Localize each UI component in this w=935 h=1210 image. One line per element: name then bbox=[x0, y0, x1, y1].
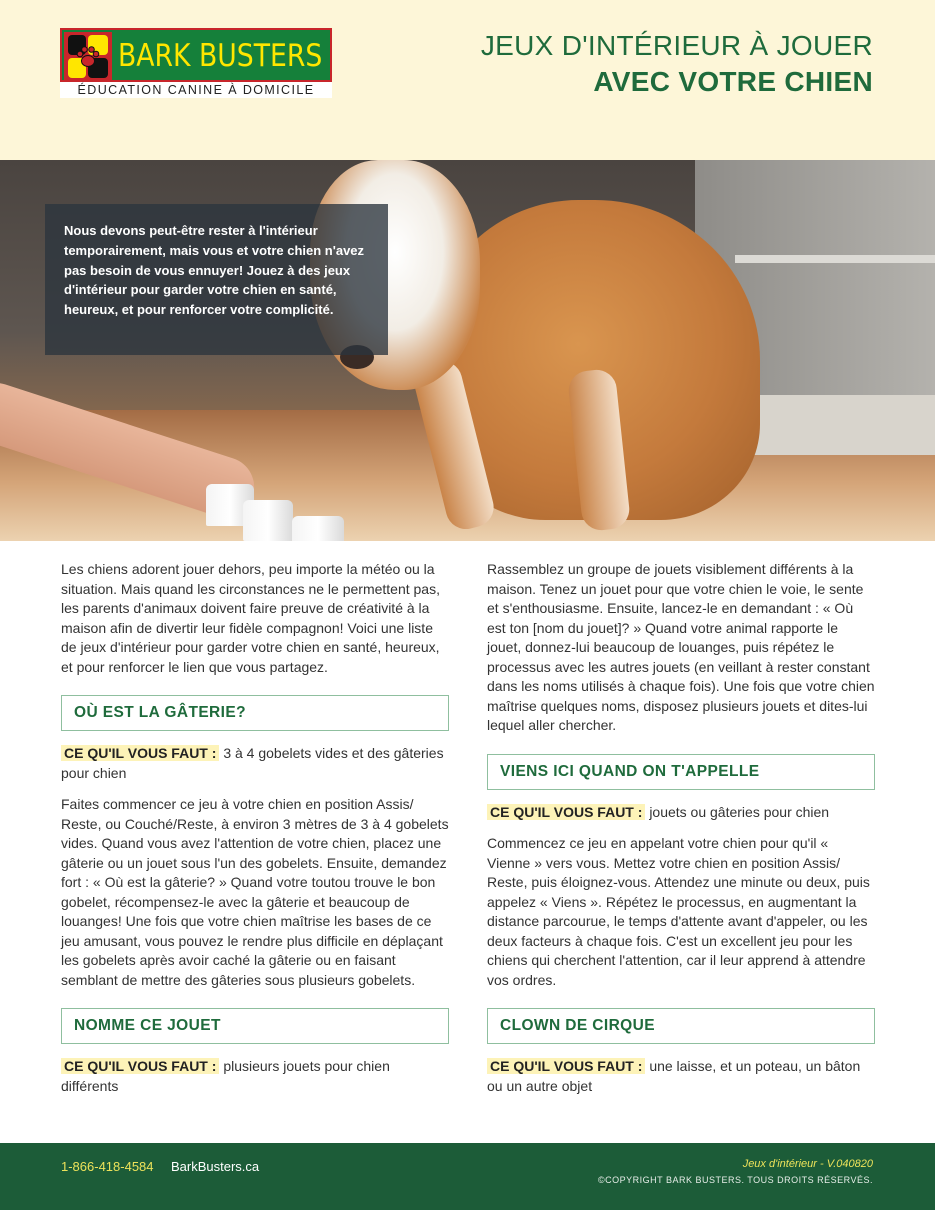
website-link[interactable]: BarkBusters.ca bbox=[171, 1159, 260, 1174]
hero-intro-text: Nous devons peut-être rester à l'intérieur temporairement, mais vous et votre chien n'avez pas besoin de vous ennuyer! Jouez à des jeux d'intérieur pour garder votre chien en santé, heureux, et pour renforcer votre complicité. bbox=[64, 223, 365, 318]
section-title-ou-est-la-gaterie: OÙ EST LA GÂTERIE? bbox=[61, 695, 449, 731]
section-body: Faites commencer ce jeu à votre chien en position Assis/ Reste, ou Couché/Reste, à environ 3 mètres de 3 à 4 gobelets vides. Quand vous avez l'attention de votre chien, placez une gâterie ou un jouet sous l'un des gobelets. Ensuite, demandez fort : « Où est la gâterie? » Quand votre toutou trouve le bon gobelet, récompensez-le avec la gâterie et beaucoup de louanges! Une fois que votre chien maîtrise les bases de ce jeu amusant, vous pouvez le rendre plus difficile en déplaçant les gobelets après avoir caché la gâterie ou en faisant semblant de mettre des gâteries sous plusieurs gobelets. bbox=[61, 796, 449, 988]
logo-tagline: ÉDUCATION CANINE À DOMICILE bbox=[60, 82, 332, 98]
hero-image bbox=[0, 160, 935, 541]
page-footer bbox=[0, 1143, 935, 1210]
logo-banner bbox=[60, 28, 332, 82]
section-title-clown-de-cirque: CLOWN DE CIRQUE bbox=[487, 1008, 875, 1044]
copyright-notice: ©COPYRIGHT BARK BUSTERS. TOUS DROITS RÉSERVÉS. bbox=[597, 1175, 873, 1185]
needs-text: plusieurs jouets pour chien différents bbox=[61, 1058, 390, 1094]
needs-label: CE QU'IL VOUS FAUT : bbox=[487, 804, 645, 820]
needs-label: CE QU'IL VOUS FAUT : bbox=[487, 1058, 645, 1074]
paw-icon bbox=[75, 44, 101, 70]
cup bbox=[292, 516, 344, 541]
phone-number[interactable]: 1-866-418-4584 bbox=[61, 1159, 154, 1174]
right-column bbox=[487, 560, 875, 1096]
page-title-line1: JEUX D'INTÉRIEUR À JOUER bbox=[480, 30, 873, 61]
needs-label: CE QU'IL VOUS FAUT : bbox=[61, 745, 219, 761]
section-needs bbox=[61, 1057, 449, 1096]
logo-paw-block bbox=[64, 32, 112, 82]
needs-text: 3 à 4 gobelets vides et des gâteries pour chien bbox=[61, 745, 444, 781]
continued-paragraph: Rassemblez un groupe de jouets visiblement différents à la maison. Tenez un jouet pour que votre chien le voie, le sente et s'enthousiasme. Ensuite, lancez-le en demandant : « Où est ton [nom du jouet]? » Quand votre animal rapporte le jouet, donnez-lui beaucoup de louanges, puis répétez le processus avec les autres jouets (en veillant à rester constant dans les noms utilisés à chaque fois). Une fois que votre chien maîtrise quelques noms, disposez plusieurs jouets et dites-lui lequel aller chercher. bbox=[487, 561, 875, 733]
bark-busters-logo[interactable] bbox=[60, 28, 332, 98]
section-needs bbox=[487, 1057, 875, 1096]
needs-text: jouets ou gâteries pour chien bbox=[649, 803, 830, 820]
page-title-line2: AVEC VOTRE CHIEN bbox=[593, 66, 873, 97]
logo-brand-name: BARK BUSTERS bbox=[118, 38, 323, 74]
page-header bbox=[0, 0, 935, 160]
section-needs bbox=[61, 744, 449, 783]
left-column bbox=[61, 560, 449, 1096]
intro-paragraph: Les chiens adorent jouer dehors, peu importe la météo ou la situation. Mais quand les circonstances ne le permettent pas, les parents d'animaux doivent faire preuve de créativité à la maison afin de divertir leur fidèle compagnon! Voici une liste de jeux d'intérieur pour garder votre chien en santé, heureux, et pour renforcer le lien que vous partagez. bbox=[61, 561, 440, 675]
cup bbox=[243, 500, 293, 541]
needs-label: CE QU'IL VOUS FAUT : bbox=[61, 1058, 219, 1074]
section-body: Commencez ce jeu en appelant votre chien pour qu'il « Vienne » vers vous. Mettez votre chien en position Assis/ Reste, puis éloignez-vous. Attendez une minute ou deux, puis appelez « Viens ». Répétez le processus, en augmentant la distance parcourue, le temps d'attente avant d'appeler, ou les deux facteurs à chaque fois. C'est un excellent jeu pour les chiens qui cherchent l'attention, car il leur apprend à attendre vos ordres. bbox=[487, 835, 870, 988]
needs-text: une laisse, et un poteau, un bâton ou un autre objet bbox=[487, 1058, 861, 1094]
section-title-viens-ici: VIENS ICI QUAND ON T'APPELLE bbox=[487, 754, 875, 790]
section-needs bbox=[487, 803, 875, 823]
section-title-nomme-ce-jouet: NOMME CE JOUET bbox=[61, 1008, 449, 1044]
hero-intro-box bbox=[45, 204, 388, 355]
document-version: Jeux d'intérieur - V.040820 bbox=[742, 1158, 873, 1170]
